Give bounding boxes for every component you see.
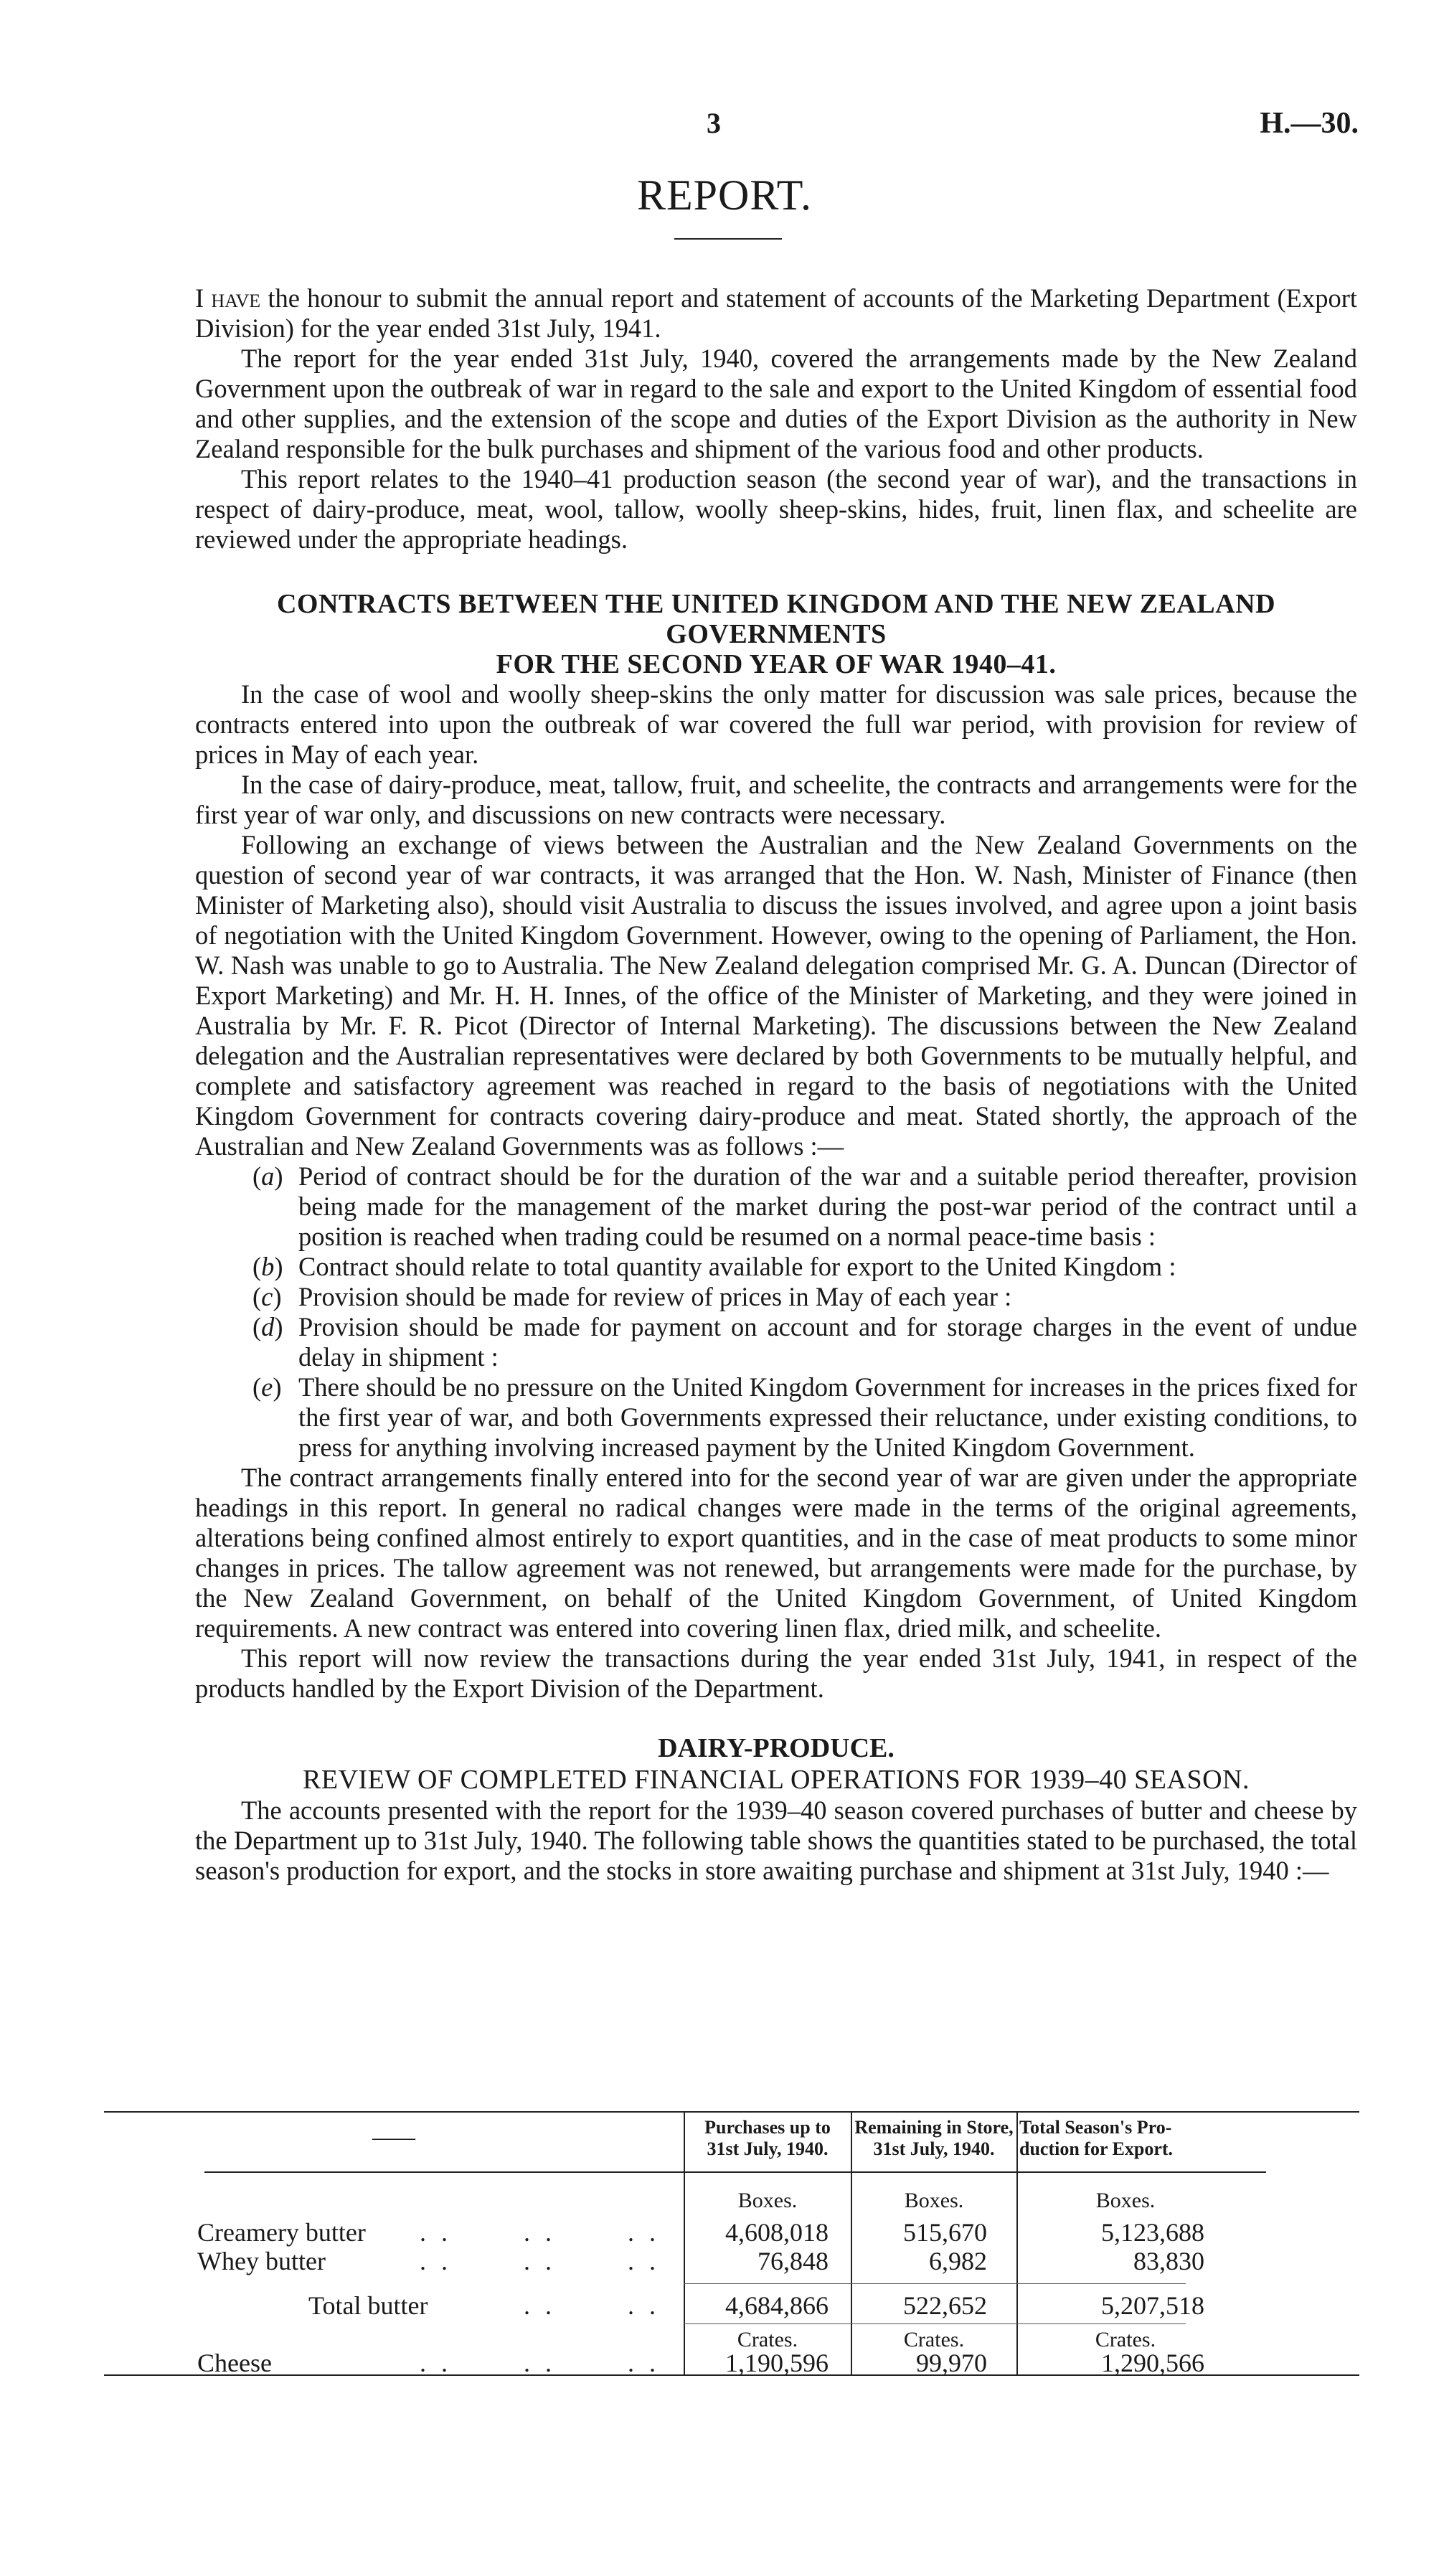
list-item-label: (c) (252, 1282, 282, 1311)
row-label-cheese: Cheese (197, 2349, 272, 2377)
leader-dots: . . (524, 2247, 556, 2275)
report-body (195, 283, 1357, 1886)
leader-dots: . . (524, 2291, 556, 2320)
list-item (252, 1252, 1357, 1282)
table-header-rule (204, 2171, 1266, 2173)
report-title: REPORT. (637, 171, 812, 219)
table-cell: 4,608,018 (725, 2218, 829, 2247)
intro-paragraph-1 (195, 283, 1357, 344)
page-header (0, 106, 1449, 149)
leader-dots: . . (524, 2349, 556, 2377)
intro-lead-words: I have (195, 283, 261, 313)
list-item-text: Period of contract should be for the duration of the war and a suitable period thereafter, provision being made for the management of the market during the post-war period of the contract until a position is reached when trading could be resumed on a normal peace-time basis : (298, 1161, 1357, 1251)
list-item-text: Provision should be made for review of prices in May of each year : (298, 1282, 1012, 1311)
intro-paragraph-2: The report for the year ended 31st July, 1940, covered the arrangements made by the New Zealand Government upon the outbreak of war in regard to the sale and export to the United Kingdom of essential food and other supplies, and the extension of the scope and duties of the Export Division as the authority in New Zealand responsible for the bulk purchases and shipment of the various food and other products. (195, 344, 1357, 463)
leader-dots: . . (524, 2218, 556, 2247)
page-number: 3 (707, 107, 721, 139)
unit-label-boxes: Boxes. (1095, 2189, 1156, 2212)
table-total-rule (684, 2323, 1186, 2324)
list-item-text: Provision should be made for payment on account and for storage charges in the event of undue delay in shipment : (298, 1312, 1357, 1372)
table-cell: 1,290,566 (1101, 2349, 1204, 2377)
contracts-paragraph-2: In the case of dairy-produce, meat, tallow, fruit, and scheelite, the contracts and arrangements were for the first year of war only, and discussions on new contracts were necessary. (195, 770, 1357, 829)
table-top-rule (104, 2111, 1359, 2113)
table-cell: 5,207,518 (1101, 2291, 1204, 2320)
title-rule (674, 238, 782, 240)
unit-label-crates: Crates. (1095, 2328, 1156, 2351)
table-stub-header: —— (372, 2126, 415, 2149)
table-cell: 83,830 (1133, 2247, 1204, 2275)
document-reference: H.—30. (1260, 107, 1359, 140)
dairy-heading: DAIRY-PRODUCE. (658, 1733, 895, 1763)
table-total-rule (684, 2283, 1186, 2284)
leader-dots: . . (420, 2349, 452, 2377)
intro-paragraph-3: This report relates to the 1940–41 production season (the second year of war), and the transactions in respect of dairy-produce, meat, wool, tallow, woolly sheep-skins, hides, fruit, linen flax, and scheelite are reviewed under the appropriate headings. (195, 464, 1357, 554)
unit-label-crates: Crates. (903, 2328, 965, 2351)
table-cell: 76,848 (757, 2247, 829, 2275)
list-item-label: (d) (252, 1312, 283, 1341)
contracts-heading-line-1: CONTRACTS BETWEEN THE UNITED KINGDOM AND THE NEW ZEALAND GOVERNMENTS (276, 589, 1276, 649)
list-item-label: (a) (252, 1161, 283, 1191)
unit-label-crates: Crates. (737, 2328, 798, 2351)
table-cell: 515,670 (903, 2218, 987, 2247)
table-cell: 5,123,688 (1101, 2218, 1204, 2247)
leader-dots: . . (628, 2349, 660, 2377)
contracts-paragraph-1: In the case of wool and woolly sheep-skins the only matter for discussion was sale prices, because the contracts entered into upon the outbreak of war covered the full war period, with provision for review of prices in May of each year. (195, 679, 1357, 769)
dairy-paragraph-1: The accounts presented with the report for the 1939–40 season covered purchases of butter and cheese by the Department up to 31st July, 1940. The following table shows the quantities stated to be purchased, the total season's production for export, and the stocks in store awaiting purchase and shipment at 31st July, 1940 :— (195, 1796, 1357, 1885)
table-cell: 4,684,866 (725, 2291, 829, 2320)
table-col-header-total: Total Season's Pro- duction for Export. (1019, 2117, 1174, 2159)
row-label-whey-butter: Whey butter (197, 2247, 326, 2275)
table-cell: 6,982 (929, 2247, 987, 2275)
row-label-total-butter: Total butter (308, 2291, 428, 2320)
intro-paragraph-1-text: the honour to submit the annual report and statement of accounts of the Marketing Department (Export Division) for the year ended 31st July, 1941. (195, 283, 1358, 343)
table-col-header-purchases: Purchases up to 31st July, 1940. (704, 2117, 831, 2159)
unit-label-boxes: Boxes. (737, 2189, 798, 2212)
unit-label-boxes: Boxes. (904, 2189, 964, 2212)
leader-dots: . . (420, 2247, 452, 2275)
table-cell: 99,970 (916, 2349, 987, 2377)
table-cell: 522,652 (903, 2291, 987, 2320)
list-item (252, 1372, 1357, 1463)
leader-dots: . . (628, 2218, 660, 2247)
table-cell: 1,190,596 (725, 2349, 829, 2377)
list-item-text: There should be no pressure on the United Kingdom Government for increases in the prices fixed for the first year of war, and both Governments expressed their reluctance, under existing conditions, to press for anything involving increased payment by the United Kingdom Government. (298, 1372, 1357, 1462)
table-col-header-remaining: Remaining in Store, 31st July, 1940. (854, 2117, 1014, 2159)
contracts-heading-line-2: FOR THE SECOND YEAR OF WAR 1940–41. (496, 649, 1057, 679)
list-item-label: (e) (252, 1372, 282, 1402)
contracts-paragraph-4: The contract arrangements finally entered into for the second year of war are given under the appropriate headings in this report. In general no radical changes were made in the terms of the original agreements, alterations being confined almost entirely to export quantities, and in the case of meat products to some minor changes in prices. The tallow agreement was not renewed, but arrangements were made for the purchase, by the New Zealand Government, on behalf of the United Kingdom Government, of United Kingdom requirements. A new contract was entered into covering linen flax, dried milk, and scheelite. (195, 1463, 1357, 1643)
list-item (252, 1161, 1357, 1252)
leader-dots: . . (628, 2247, 660, 2275)
list-item (252, 1312, 1357, 1372)
leader-dots: . . (420, 2218, 452, 2247)
contracts-paragraph-3: Following an exchange of views between the Australian and the New Zealand Governments on the question of second year of war contracts, it was arranged that the Hon. W. Nash, Minister of Finance (then Minister of Marketing also), should visit Australia to discuss the issues involved, and agree upon a joint basis of negotiation with the United Kingdom Government. However, owing to the opening of Parliament, the Hon. W. Nash was unable to go to Australia. The New Zealand delegation comprised Mr. G. A. Duncan (Director of Export Marketing) and Mr. H. H. Innes, of the office of the Minister of Marketing, and they were joined in Australia by Mr. F. R. Picot (Director of Internal Marketing). The discussions between the New Zealand delegation and the Australian representatives were declared by both Governments to be mutually helpful, and complete and satisfactory agreement was reached in regard to the basis of negotiations with the United Kingdom Government for contracts covering dairy-produce and meat. Stated shortly, the approach of the Australian and New Zealand Governments was as follows :— (195, 830, 1357, 1161)
list-item-text: Contract should relate to total quantity available for export to the United Kingdom : (298, 1252, 1176, 1281)
dairy-subheading: REVIEW OF COMPLETED FINANCIAL OPERATIONS FOR 1939–40 SEASON. (303, 1765, 1250, 1795)
row-label-creamery-butter: Creamery butter (197, 2218, 366, 2247)
list-item (252, 1282, 1357, 1312)
list-item-label: (b) (252, 1252, 283, 1281)
contracts-paragraph-5: This report will now review the transactions during the year ended 31st July, 1941, in respect of the products handled by the Export Division of the Department. (195, 1643, 1357, 1703)
leader-dots: . . (628, 2291, 660, 2320)
